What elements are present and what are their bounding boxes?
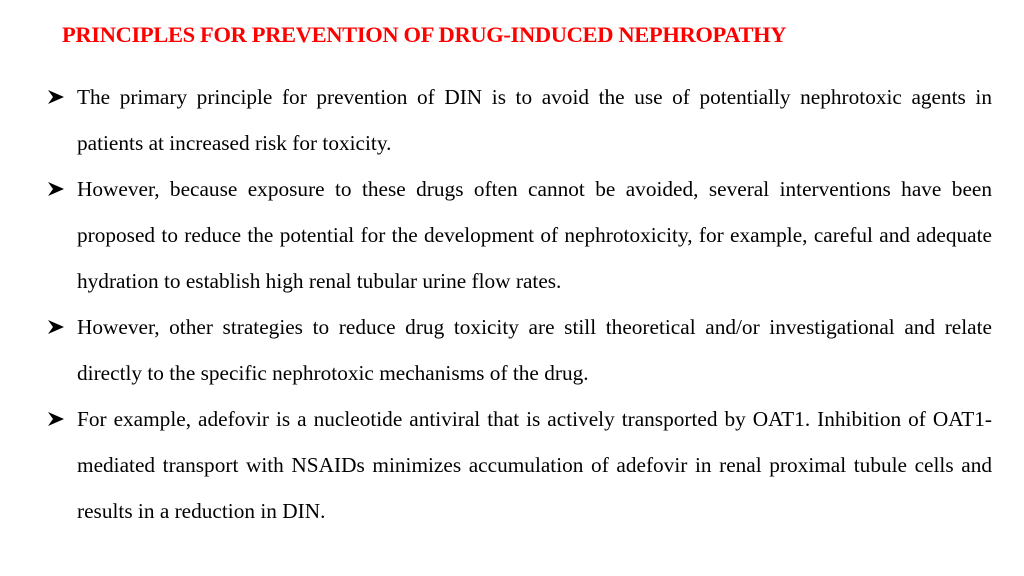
arrow-bullet-icon bbox=[47, 166, 69, 212]
bullet-text: However, other strategies to reduce drug toxicity are still theoretical and/or investigational and relate directly to the specific nephrotoxic mechanisms of the drug. bbox=[77, 315, 992, 385]
bullet-list bbox=[46, 74, 992, 534]
arrow-bullet-icon bbox=[47, 74, 69, 120]
bullet-item bbox=[46, 74, 992, 166]
bullet-text: For example, adefovir is a nucleotide antiviral that is actively transported by OAT1. Inhibition of OAT1-mediated transport with NSAIDs minimizes accumulation of adefovir in renal proximal tubule cells and results in a reduction in DIN. bbox=[77, 407, 992, 523]
bullet-item bbox=[46, 166, 992, 304]
bullet-item bbox=[46, 304, 992, 396]
slide-title: PRINCIPLES FOR PREVENTION OF DRUG-INDUCED NEPHROPATHY bbox=[62, 22, 787, 47]
arrow-bullet-icon bbox=[47, 304, 69, 350]
bullet-item bbox=[46, 396, 992, 534]
bullet-text: However, because exposure to these drugs often cannot be avoided, several interventions have been proposed to reduce the potential for the development of nephrotoxicity, for example, careful and adequate hydration to establish high renal tubular urine flow rates. bbox=[77, 177, 992, 293]
bullet-text: The primary principle for prevention of DIN is to avoid the use of potentially nephrotoxic agents in patients at increased risk for toxicity. bbox=[77, 85, 992, 155]
arrow-bullet-icon bbox=[47, 396, 69, 442]
